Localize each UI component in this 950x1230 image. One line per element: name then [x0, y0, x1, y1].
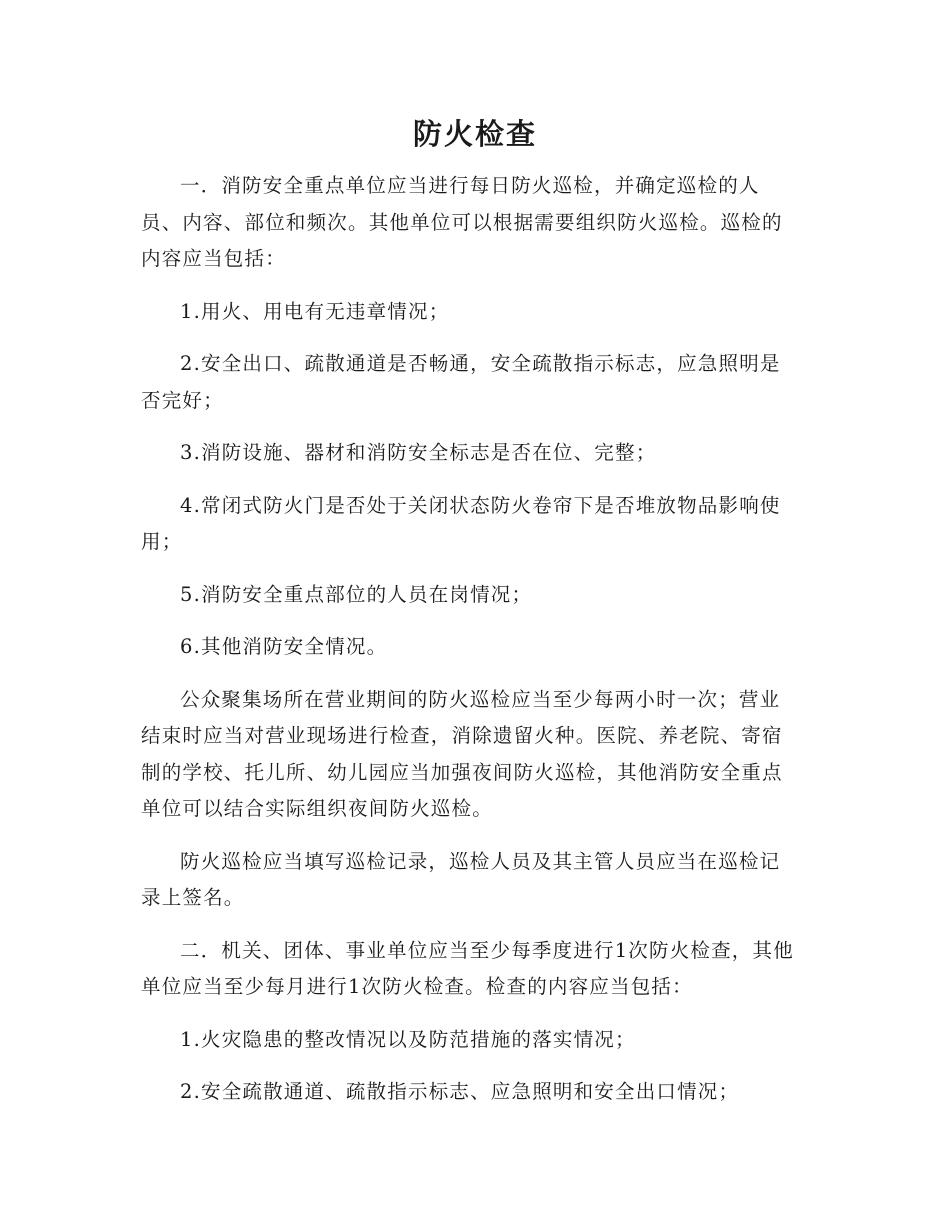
paragraph-item-1: 1.用火、用电有无违章情况； — [180, 299, 450, 323]
paragraph-intro-periodic-inspection: 二．机关、团体、事业单位应当至少每季度进行1次防火检查，其他单位应当至少每月进行1次防火检查。检查的内容应当包括： — [141, 938, 794, 998]
paragraph-item-4: 4.常闭式防火门是否处于关闭状态防火卷帘下是否堆放物品影响使用； — [141, 493, 781, 553]
paragraph-public-venues: 公众聚集场所在营业期间的防火巡检应当至少每两小时一次；营业结束时应当对营业现场进行检查，消除遗留火种。医院、养老院、寄宿制的学校、托儿所、幼儿园应当加强夜间防火巡检，其他消防安全重点单位可以结合实际组织夜间防火巡检。 — [141, 687, 783, 820]
paragraph-patrol-records: 防火巡检应当填写巡检记录，巡检人员及其主管人员应当在巡检记录上签名。 — [141, 849, 781, 909]
paragraph-item-2: 2.安全出口、疏散通道是否畅通，安全疏散指示标志，应急照明是否完好； — [141, 352, 781, 412]
document-title: 防火检查 — [412, 117, 537, 151]
document-body — [141, 168, 796, 1127]
paragraph-item-6: 6.其他消防安全情况。 — [180, 635, 388, 658]
paragraph-intro-daily-patrol: 一．消防安全重点单位应当进行每日防火巡检，并确定巡检的人员、内容、部位和频次。其他单位可以根据需要组织防火巡检。巡检的内容应当包括： — [141, 174, 783, 270]
paragraph-item-5: 5.消防安全重点部位的人员在岗情况； — [180, 582, 533, 606]
paragraph-item-3: 3.消防设施、器材和消防安全标志是否在位、完整； — [180, 441, 657, 464]
paragraph-inspection-item-1: 1.火灾隐患的整改情况以及防范措施的落实情况； — [180, 1027, 636, 1051]
paragraph-inspection-item-2: 2.安全疏散通道、疏散指示标志、应急照明和安全出口情况； — [180, 1080, 740, 1103]
